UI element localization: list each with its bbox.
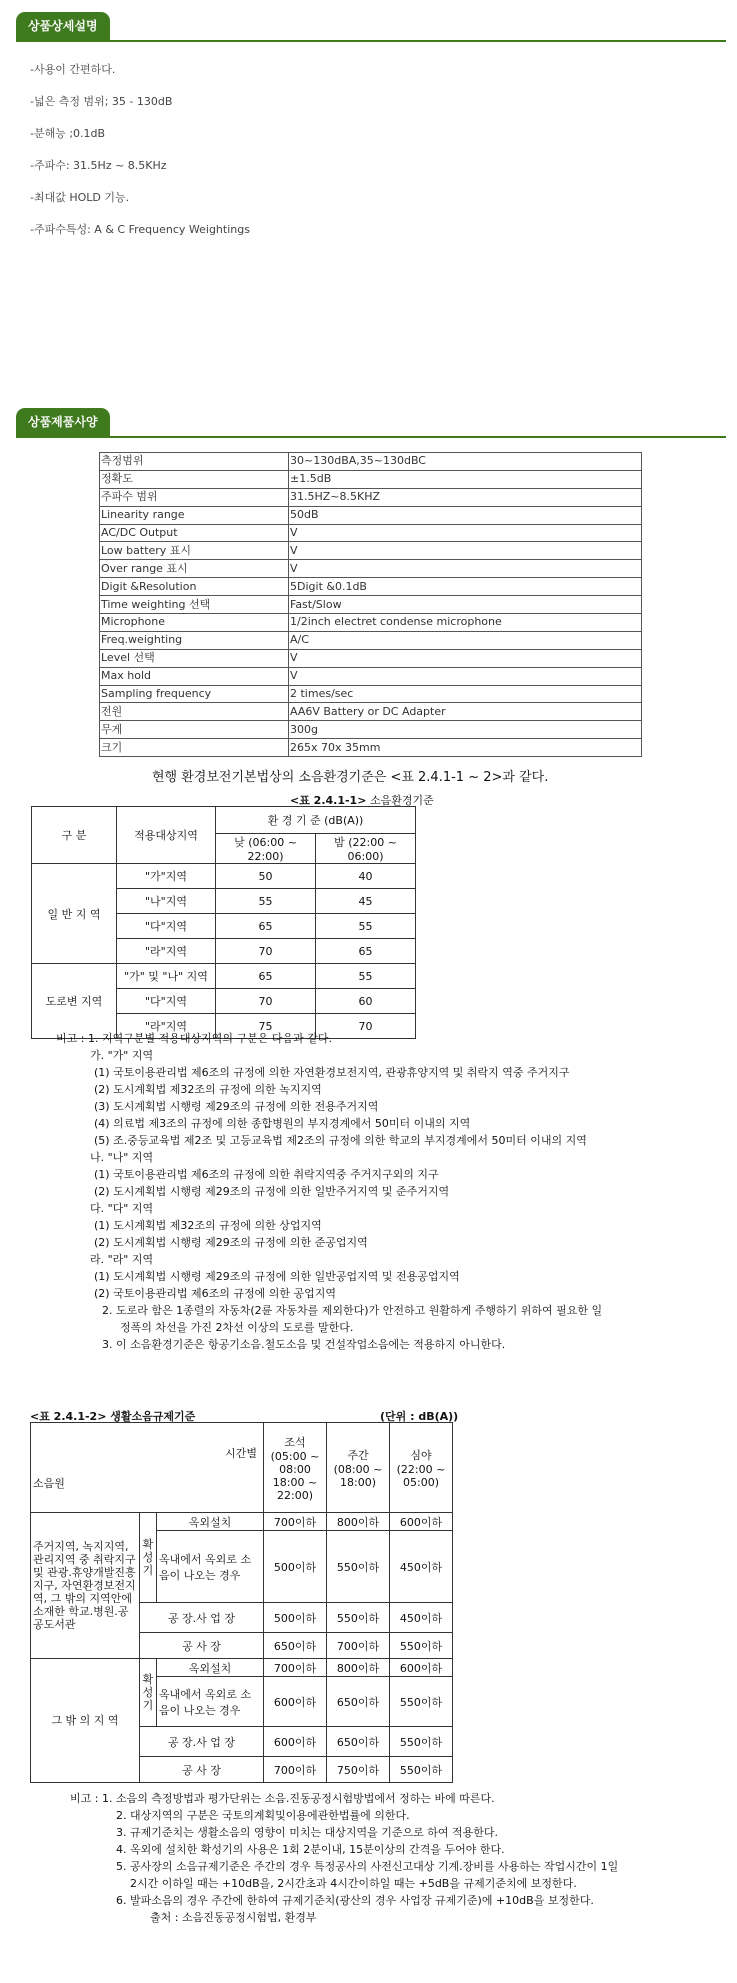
t1-area-cell: "다"지역 [117, 914, 216, 939]
t2-header-time: 시간별 [225, 1446, 257, 1460]
t1-night-cell: 60 [316, 989, 416, 1014]
standards-intro: 현행 환경보전기본법상의 소음환경기준은 <표 2.4.1-1 ~ 2>과 같다. [152, 770, 549, 785]
note-line: 3. 규제기준치는 생활소음의 영향이 미치는 대상지역을 기준으로 하여 적용한다. [116, 1826, 498, 1839]
detail-line: -넓은 측정 범위; 35 - 130dB [30, 95, 173, 108]
t1-header-standard: 환 경 기 준 (dB(A)) [216, 807, 416, 834]
t2-value-cell: 500이하 [264, 1603, 327, 1633]
t2-value-cell: 700이하 [264, 1757, 327, 1783]
t2-value-cell: 750이하 [327, 1757, 390, 1783]
spec-value: 2 times/sec [289, 685, 642, 703]
t1-day-cell: 55 [216, 889, 316, 914]
detail-line: -최대값 HOLD 기능. [30, 191, 130, 204]
spec-row [100, 703, 642, 721]
t2-value-cell: 800이하 [327, 1513, 390, 1531]
note-line: 다. "다" 지역 [90, 1202, 154, 1215]
spec-key: AC/DC Output [100, 524, 289, 542]
t2-value-cell: 550이하 [390, 1727, 453, 1757]
t2-value-cell: 650이하 [327, 1677, 390, 1727]
spec-key: Microphone [100, 614, 289, 632]
t1-night-cell: 65 [316, 939, 416, 964]
t2-source-cell: 옥외설치 [157, 1659, 264, 1677]
noise-standard-table [31, 806, 416, 1039]
spec-key: 크기 [100, 739, 289, 757]
spec-value: V [289, 542, 642, 560]
t2-loudspeaker-cell: 확성기 [140, 1513, 157, 1603]
spec-value: V [289, 649, 642, 667]
note-line: 2. 도로라 함은 1종렬의 자동차(2륜 자동차를 제외한다)가 안전하고 원활하게 주행하기 위하여 필요한 일 [102, 1304, 603, 1317]
t2-value-cell: 600이하 [264, 1727, 327, 1757]
spec-value: ±1.5dB [289, 470, 642, 488]
t1-area-cell: "가"지역 [117, 864, 216, 889]
note-line: 비고 : 1. 소음의 측정방법과 평가단위는 소음.진동공정시험방법에서 정하는 바에 따른다. [70, 1792, 495, 1805]
t1-night-cell: 70 [316, 1014, 416, 1039]
t1-header-area: 적용대상지역 [117, 807, 216, 864]
spec-value: 300g [289, 721, 642, 739]
spec-key: 정확도 [100, 470, 289, 488]
spec-row [100, 524, 642, 542]
spec-row [100, 721, 642, 739]
spec-row [100, 560, 642, 578]
spec-row [100, 614, 642, 632]
spec-section-tab: 상품제품사양 [16, 408, 110, 436]
note-line: 2. 대상지역의 구분은 국토의계획및이용에관한법률에 의한다. [116, 1809, 410, 1822]
note-line: (4) 의료법 제3조의 규정에 의한 종합병원의 부지경계에서 50미터 이내의 지역 [94, 1117, 471, 1130]
spec-key: Freq.weighting [100, 631, 289, 649]
spec-value: Fast/Slow [289, 596, 642, 614]
note-line: (1) 도시계획법 제32조의 규정에 의한 상업지역 [94, 1219, 322, 1232]
t2-value-cell: 600이하 [390, 1659, 453, 1677]
note-line: 3. 이 소음환경기준은 항공기소음.철도소음 및 건설작업소음에는 적용하지 아니한다. [102, 1338, 506, 1351]
spec-value: 265x 70x 35mm [289, 739, 642, 757]
t2-source-cell: 옥내에서 옥외로 소음이 나오는 경우 [157, 1531, 264, 1603]
spec-key: 전원 [100, 703, 289, 721]
t2-header-source: 소음원 [33, 1476, 65, 1490]
spec-row [100, 506, 642, 524]
spec-value: AA6V Battery or DC Adapter [289, 703, 642, 721]
t1-group-cell: 일 반 지 역 [32, 864, 117, 964]
t1-day-cell: 75 [216, 1014, 316, 1039]
spec-key: 무게 [100, 721, 289, 739]
t1-area-cell: "라"지역 [117, 939, 216, 964]
note-line: 나. "나" 지역 [90, 1151, 154, 1164]
t1-day-cell: 70 [216, 989, 316, 1014]
t1-area-cell: "가" 및 "나" 지역 [117, 964, 216, 989]
spec-row [100, 685, 642, 703]
note-line: (1) 국토이용관리법 제6조의 규정에 의한 자연환경보전지역, 관광휴양지역 및 취락지 역중 주거지구 [94, 1066, 570, 1079]
spec-row [100, 739, 642, 757]
t1-day-cell: 70 [216, 939, 316, 964]
spec-row [100, 470, 642, 488]
t1-header-night: 밤 (22:00 ~ 06:00) [316, 834, 416, 864]
note-line: (1) 도시계획법 시행령 제29조의 규정에 의한 일반공업지역 및 전용공업지역 [94, 1270, 460, 1283]
detail-line: -주파수특성: A & C Frequency Weightings [30, 223, 250, 236]
spec-key: 측정범위 [100, 453, 289, 471]
detail-line: -분해능 ;0.1dB [30, 127, 106, 140]
spec-key: Max hold [100, 667, 289, 685]
t2-area-cell: 그 밖 의 지 역 [31, 1659, 140, 1783]
spec-key: Over range 표시 [100, 560, 289, 578]
t2-header-day: 주간 (08:00 ~ 18:00) [327, 1423, 390, 1513]
spec-row [100, 596, 642, 614]
t2-source-cell: 공 사 장 [140, 1633, 264, 1659]
spec-value: 30~130dBA,35~130dBC [289, 453, 642, 471]
detail-section-tab: 상품상세설명 [16, 12, 110, 40]
t2-source-cell: 공 장.사 업 장 [140, 1603, 264, 1633]
t2-value-cell: 700이하 [264, 1513, 327, 1531]
t2-loudspeaker-cell: 확성기 [140, 1659, 157, 1727]
table1-caption-id: <표 2.4.1-1> [290, 794, 367, 807]
spec-row [100, 649, 642, 667]
t1-row [32, 964, 416, 989]
t2-value-cell: 700이하 [327, 1633, 390, 1659]
t1-row [32, 864, 416, 889]
detail-list [30, 62, 250, 254]
note-line: (2) 도시계획법 제32조의 규정에 의한 녹지지역 [94, 1083, 322, 1096]
t2-value-cell: 700이하 [264, 1659, 327, 1677]
t2-value-cell: 600이하 [264, 1677, 327, 1727]
t2-row [31, 1513, 453, 1531]
note-line: 4. 옥외에 설치한 확성기의 사용은 1회 2분이내, 15분이상의 간격을 두어야 한다. [116, 1843, 505, 1856]
t1-area-cell: "나"지역 [117, 889, 216, 914]
spec-table [99, 452, 642, 757]
t2-header-corner [31, 1423, 264, 1513]
note-line: 정폭의 차선을 가진 2차선 이상의 도로를 말한다. [120, 1321, 354, 1334]
table1-caption-title: 소음환경기준 [369, 794, 434, 807]
t2-value-cell: 550이하 [390, 1633, 453, 1659]
t1-night-cell: 45 [316, 889, 416, 914]
spec-key: 주파수 범위 [100, 488, 289, 506]
t2-row [31, 1659, 453, 1677]
t2-area-cell: 주거지역, 녹지지역, 관리지역 중 취락지구 및 관광.휴양개발진흥지구, 자연환경보전지역, 그 밖의 지역안에 소재한 학교.병원.공공도서관 [31, 1513, 140, 1659]
note-line: (2) 국토이용관리법 제6조의 규정에 의한 공업지역 [94, 1287, 336, 1300]
spec-value: V [289, 667, 642, 685]
note-line: (2) 도시계획법 시행령 제29조의 규정에 의한 일반주거지역 및 준주거지역 [94, 1185, 450, 1198]
t2-source-cell: 옥내에서 옥외로 소음이 나오는 경우 [157, 1677, 264, 1727]
spec-key: Level 선택 [100, 649, 289, 667]
t1-area-cell: "라"지역 [117, 1014, 216, 1039]
t2-value-cell: 800이하 [327, 1659, 390, 1677]
t1-night-cell: 55 [316, 964, 416, 989]
t2-value-cell: 550이하 [390, 1757, 453, 1783]
t2-source-cell: 옥외설치 [157, 1513, 264, 1531]
spec-value: 5Digit &0.1dB [289, 578, 642, 596]
spec-key: Low battery 표시 [100, 542, 289, 560]
note-line: (3) 도시계획법 시행령 제29조의 규정에 의한 전용주거지역 [94, 1100, 379, 1113]
detail-section-divider [16, 40, 726, 42]
t1-day-cell: 65 [216, 914, 316, 939]
spec-row [100, 578, 642, 596]
spec-row [100, 631, 642, 649]
t1-night-cell: 40 [316, 864, 416, 889]
note-line: (5) 조.중등교육법 제2조 및 고등교육법 제2조의 규정에 의한 학교의 부지경계에서 50미터 이내의 지역 [94, 1134, 587, 1147]
t2-value-cell: 550이하 [327, 1531, 390, 1603]
t2-value-cell: 500이하 [264, 1531, 327, 1603]
t2-header-night: 심야 (22:00 ~ 05:00) [390, 1423, 453, 1513]
spec-row [100, 488, 642, 506]
spec-value: V [289, 524, 642, 542]
t2-source-cell: 공 사 장 [140, 1757, 264, 1783]
t2-value-cell: 650이하 [327, 1727, 390, 1757]
table2-caption: <표 2.4.1-2> 생활소음규제기준 [30, 1410, 196, 1423]
t2-source-cell: 공 장.사 업 장 [140, 1727, 264, 1757]
spec-value: 50dB [289, 506, 642, 524]
note-line: 가. "가" 지역 [90, 1049, 154, 1062]
spec-value: A/C [289, 631, 642, 649]
t2-header-morning: 조석 (05:00 ~ 08:00 18:00 ~ 22:00) [264, 1423, 327, 1513]
t1-day-cell: 50 [216, 864, 316, 889]
spec-key: Time weighting 선택 [100, 596, 289, 614]
t2-value-cell: 450이하 [390, 1531, 453, 1603]
note-line: 6. 발파소음의 경우 주간에 한하여 규제기준치(광산의 경우 사업장 규제기준)에 +10dB을 보정한다. [116, 1894, 594, 1907]
spec-value: 1/2inch electret condense microphone [289, 614, 642, 632]
spec-value: 31.5HZ~8.5KHZ [289, 488, 642, 506]
t1-area-cell: "다"지역 [117, 989, 216, 1014]
note-line: (1) 국토이용관리법 제6조의 규정에 의한 취락지역중 주거지구외의 지구 [94, 1168, 439, 1181]
t2-value-cell: 650이하 [264, 1633, 327, 1659]
t1-header-day: 낮 (06:00 ~ 22:00) [216, 834, 316, 864]
table2-unit: (단위 : dB(A)) [380, 1410, 459, 1423]
living-noise-table [30, 1422, 453, 1783]
note-line: 출처 : 소음진동공정시험법, 환경부 [150, 1911, 317, 1924]
spec-row [100, 542, 642, 560]
note-line: 비고 : 1. 지역구분별 적용대상지역의 구분은 다음과 같다. [56, 1032, 332, 1045]
note-line: (2) 도시계획법 시행령 제29조의 규정에 의한 준공업지역 [94, 1236, 368, 1249]
t1-group-cell: 도로변 지역 [32, 964, 117, 1039]
spec-row [100, 667, 642, 685]
note-line: 2시간 이하일 때는 +10dB을, 2시간초과 4시간이하일 때는 +5dB을 규제기준치에 보정한다. [130, 1877, 577, 1890]
t2-value-cell: 550이하 [327, 1603, 390, 1633]
t1-night-cell: 55 [316, 914, 416, 939]
detail-line: -주파수: 31.5Hz ~ 8.5KHz [30, 159, 167, 172]
detail-line: -사용이 간편하다. [30, 63, 116, 76]
t2-value-cell: 450이하 [390, 1603, 453, 1633]
spec-key: Linearity range [100, 506, 289, 524]
note-line: 라. "라" 지역 [90, 1253, 154, 1266]
t2-value-cell: 550이하 [390, 1677, 453, 1727]
note-line: 5. 공사장의 소음규제기준은 주간의 경우 특정공사의 사전신고대상 기계.장비를 사용하는 작업시간이 1일 [116, 1860, 619, 1873]
t2-value-cell: 600이하 [390, 1513, 453, 1531]
t1-header-group: 구 분 [32, 807, 117, 864]
spec-section-divider [16, 436, 726, 438]
t1-day-cell: 65 [216, 964, 316, 989]
spec-key: Sampling frequency [100, 685, 289, 703]
spec-row [100, 453, 642, 471]
spec-key: Digit &Resolution [100, 578, 289, 596]
spec-value: V [289, 560, 642, 578]
